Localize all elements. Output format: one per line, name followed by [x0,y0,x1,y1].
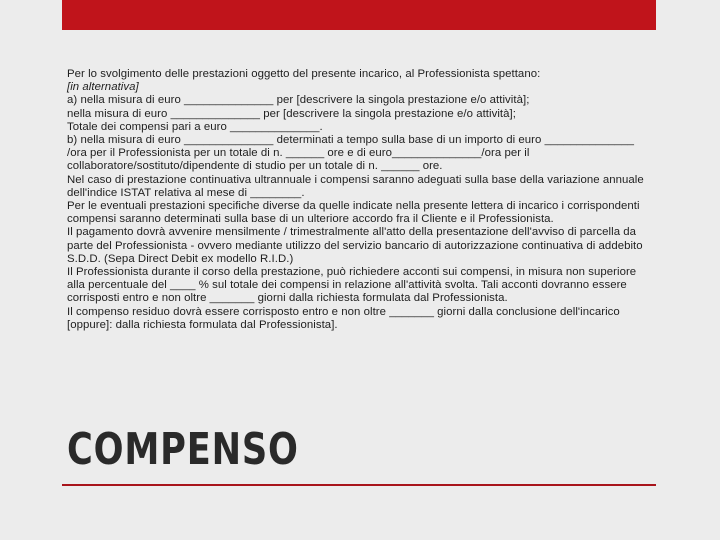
alternative-note: [in alternativa] [67,81,139,94]
option-a-second-paragraph: nella misura di euro ______________ per [descrivere la singola prestazione e/o attività]; [67,107,516,120]
option-a-paragraph: a) nella misura di euro ______________ per [descrivere la singola prestazione e/o attività]; [67,94,530,107]
total-paragraph: Totale dei compensi pari a euro ______________. [67,120,323,133]
title-underline [62,484,656,486]
payment-paragraph: Il pagamento dovrà avvenire mensilmente / trimestralmente all'atto della presentazione dell'avviso di parcella da parte del Professionista - ovvero mediante utilizzo del servizio bancario di autorizzazione continuativa di addebito S.D.D. (Sepa Direct Debit ex modello R.I.D.) [67,226,643,265]
specific-services-paragraph: Per le eventuali prestazioni specifiche diverse da quelle indicate nella presente lettera di incarico i corrispondenti compensi saranno determinati sulla base di un ulteriore accordo fra il Cliente e il Professionista. [67,200,640,226]
top-accent-bar [62,0,656,30]
body-text [67,68,649,332]
intro-paragraph: Per lo svolgimento delle prestazioni oggetto del presente incarico, al Professionista spettano: [67,68,541,80]
residual-payment-paragraph: Il compenso residuo dovrà essere corrisposto entro e non oltre _______ giorni dalla conclusione dell'incarico [oppure]: dalla richiesta formulata dal Professionista]. [67,305,620,331]
slide-title: COMPENSO [67,424,299,475]
option-b-paragraph: b) nella misura di euro ______________ determinati a tempo sulla base di un importo di euro ______________ /ora per il Professionista per un totale di n. ______ ore e di euro______________/ora per il collaboratore/sostituto/dipendente di studio per un totale di n. ______ ore. [67,134,634,173]
advance-payment-paragraph: Il Professionista durante il corso della prestazione, può richiedere acconti sui compensi, in misura non superiore alla percentuale del ____ % sul totale dei compensi in relazione all'attività svolta. Tali acconti dovranno essere corrisposti entro e non oltre _______ giorni dalla richiesta formulata dal Professionista. [67,266,637,305]
istat-paragraph: Nel caso di prestazione continuativa ultrannuale i compensi saranno adeguati sulla base della variazione annuale dell'indice ISTAT relativa al mese di ________. [67,173,644,199]
